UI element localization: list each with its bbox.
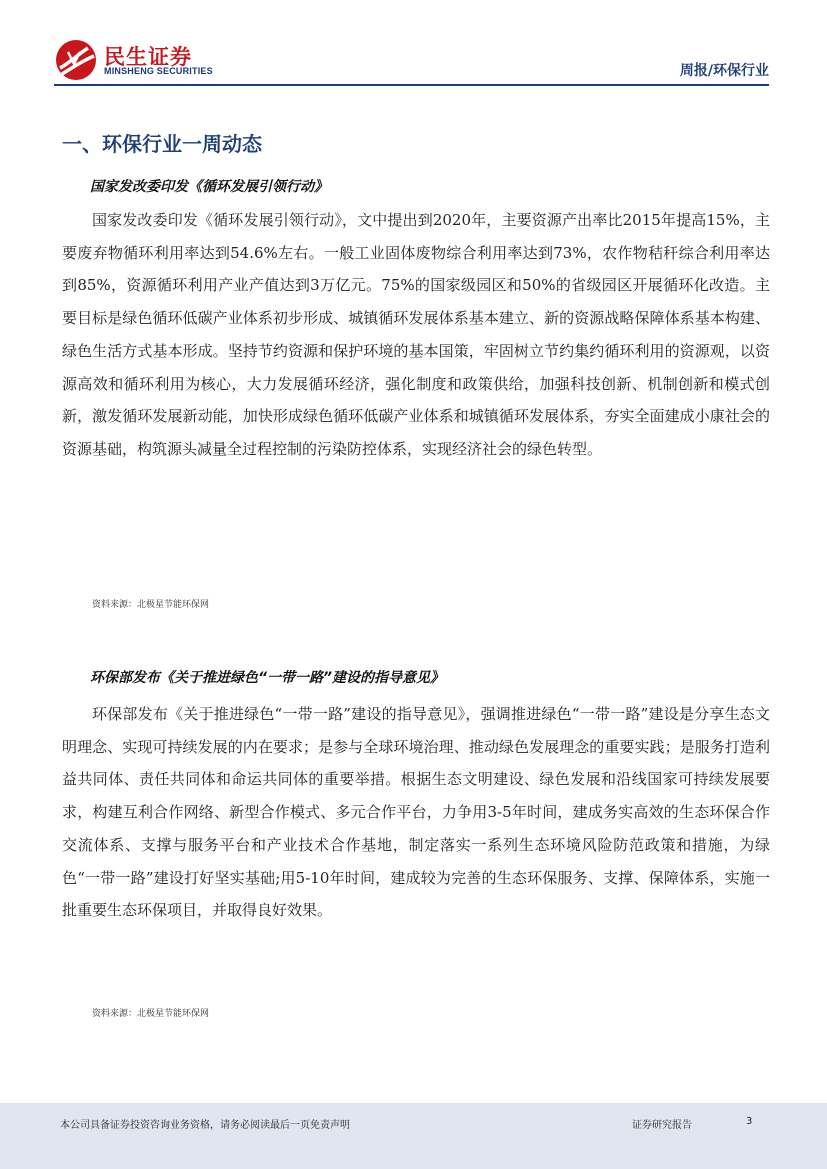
page-header [0, 0, 827, 90]
report-type-label: 周报/环保行业 [679, 63, 769, 79]
news-source-2: 资料来源：北极星节能环保网 [92, 1009, 210, 1019]
news-title-1: 国家发改委印发《循环发展引领行动》 [90, 179, 328, 195]
news-source-1: 资料来源：北极星节能环保网 [92, 600, 210, 610]
footer-doc-type: 证券研究报告 [632, 1120, 692, 1131]
logo-text-chinese: 民生证券 [104, 45, 192, 69]
company-logo [54, 38, 234, 82]
page-footer [0, 1103, 827, 1169]
header-divider [54, 84, 769, 86]
logo-text-english: MINSHENG SECURITIES [104, 66, 213, 76]
news-title-2: 环保部发布《关于推进绿色“一带一路”建设的指导意见》 [90, 670, 445, 686]
minsheng-logo-icon [54, 38, 100, 82]
news-body-2: 环保部发布《关于推进绿色“一带一路”建设的指导意见》，强调推进绿色“一带一路”建设是分享生态文明理念、实现可持续发展的内在要求；是参与全球环境治理、推动绿色发展理念的重要实践；是服务打造利益共同体、责任共同体和命运共同体的重要举措。根据生态文明建设、绿色发展和沿线国家可持续发展要求，构建互利合作网络、新型合作模式、多元合作平台，力争用3-5年时间，建成务实高效的生态环保合作交流体系、支撑与服务平台和产业技术合作基地，制定落实一系列生态环境风险防范政策和措施，为绿色“一带一路”建设打好坚实基础;用5-10年时间，建成较为完善的生态环保服务、支撑、保障体系，实施一批重要生态环保项目，并取得良好效果。 [62, 705, 770, 920]
section-title: 一、环保行业一周动态 [62, 132, 262, 156]
news-body-1: 国家发改委印发《循环发展引领行动》，文中提出到2020年，主要资源产出率比2015年提高15%，主要废弃物循环利用率达到54.6%左右。一般工业固体废物综合利用率达到73%，农作物秸秆综合利用率达到85%，资源循环利用产业产值达到3万亿元。75%的国家级园区和50%的省级园区开展循环化改造。主要目标是绿色循环低碳产业体系初步形成、城镇循环发展体系基本建立、新的资源战略保障体系基本构建、绿色生活方式基本形成。坚持节约资源和保护环境的基本国策，牢固树立节约集约循环利用的资源观，以资源高效和循环利用为核心，大力发展循环经济，强化制度和政策供给，加强科技创新、机制创新和模式创新，激发循环发展新动能，加快形成绿色循环低碳产业体系和城镇循环发展体系，夯实全面建成小康社会的资源基础，构筑源头减量全过程控制的污染防控体系，实现经济社会的绿色转型。 [62, 211, 770, 458]
footer-disclaimer: 本公司具备证券投资咨询业务资格，请务必阅读最后一页免责声明 [60, 1120, 350, 1131]
page-number: 3 [746, 1116, 753, 1127]
